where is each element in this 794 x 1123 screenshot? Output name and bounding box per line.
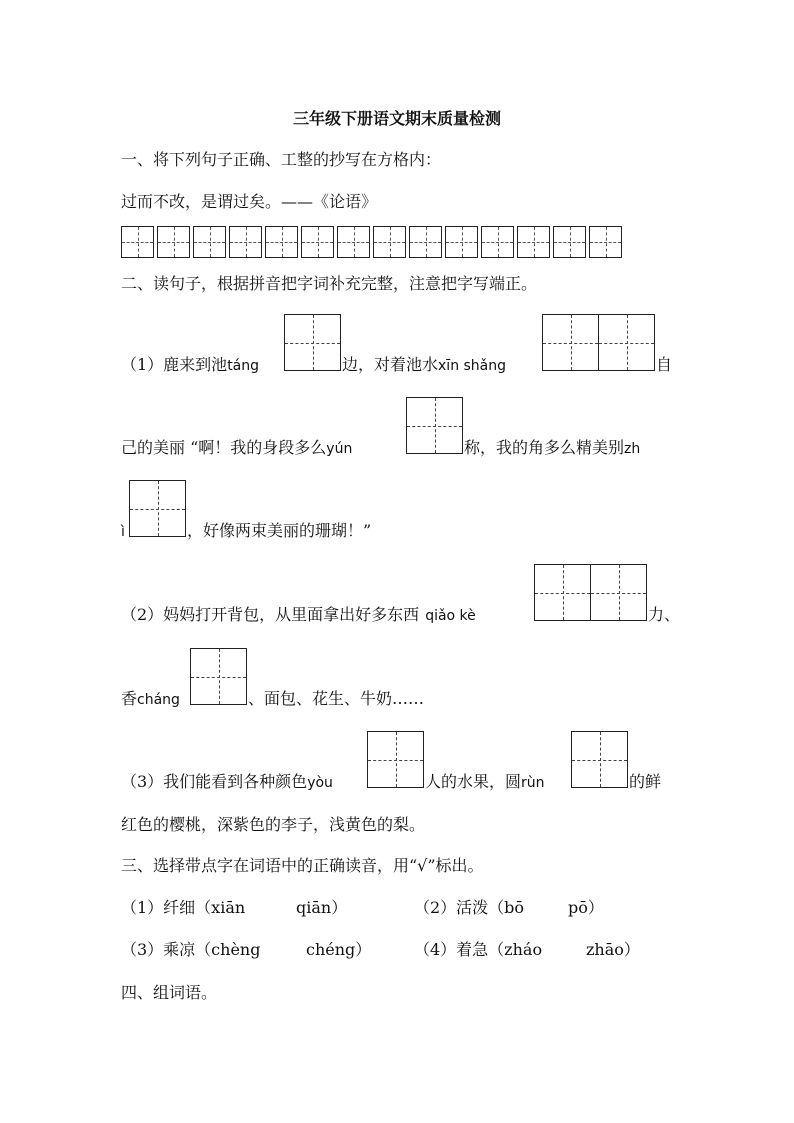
q3-item-2: （2）活泼（bō [414, 898, 525, 917]
copy-grid-cell[interactable] [553, 226, 586, 258]
copy-grid-cell[interactable] [229, 226, 262, 258]
q2-s2-line2 [121, 689, 180, 710]
q2-s3-line1b [425, 772, 545, 793]
q2-s2-line1 [121, 605, 476, 626]
copy-grid-cell[interactable] [589, 226, 622, 258]
pinyin-yun: yún [326, 441, 353, 457]
q1-heading: 一、将下列句子正确、工整的抄写在方格内： [121, 150, 442, 169]
pinyin-tang: táng [227, 358, 260, 374]
s2-text-b: 力、 [648, 605, 681, 624]
q3-item-1-alt[interactable]: qiān） [296, 898, 348, 917]
s3-text-c: 的鲜 [629, 772, 662, 791]
s1-text-e: 称，我的角多么精美别 [464, 438, 625, 457]
answer-box-ke[interactable] [590, 564, 647, 621]
copy-grid-cell[interactable] [301, 226, 334, 258]
q2-s1-line1 [121, 355, 259, 376]
answer-box-you[interactable] [367, 731, 424, 788]
s1-text-f: ，好像两束美丽的珊瑚！” [187, 521, 372, 540]
q3-item-4: （4）着急（zháo [414, 940, 543, 959]
q1-sentence: 过而不改，是谓过矣。——《论语》 [121, 192, 378, 211]
s2-text-a: （2）妈妈打开背包，从里面拿出好多东西 [121, 605, 420, 624]
s3-text-d: 红色的樱桃，深紫色的李子，浅黄色的梨。 [121, 815, 426, 834]
pinyin-chang: cháng [137, 692, 180, 708]
copy-grid-cell[interactable] [517, 226, 550, 258]
q3-item-4-alt[interactable]: zhāo） [586, 940, 640, 959]
copy-grid-cell[interactable] [373, 226, 406, 258]
copy-grid-cell[interactable] [265, 226, 298, 258]
q2-s1-line2b [464, 438, 640, 459]
copy-grid-cell[interactable] [121, 226, 154, 258]
s3-text-a: （3）我们能看到各种颜色 [121, 772, 308, 791]
q2-s1-line3 [121, 521, 125, 542]
q3-item-3-alt[interactable]: chéng） [306, 940, 372, 959]
answer-box-shang[interactable] [598, 314, 655, 371]
s2-text-d: 、面包、花生、牛奶…… [248, 689, 425, 708]
pinyin-i: ì [121, 524, 125, 540]
q2-heading: 二、读句子，根据拼音把字词补充完整，注意把字写端正。 [121, 274, 538, 293]
answer-box-run[interactable] [571, 731, 628, 788]
pinyin-run: rùn [521, 775, 545, 791]
copy-grid-cell[interactable] [409, 226, 442, 258]
q3-item-1: （1）纤细（xiān [121, 898, 246, 917]
answer-box-tang[interactable] [284, 314, 341, 371]
copy-grid-cell[interactable] [337, 226, 370, 258]
q3-item-2-alt[interactable]: pō） [568, 898, 604, 917]
answer-box-yun[interactable] [406, 397, 463, 454]
q2-s1-line2 [121, 438, 352, 459]
copy-grid-cell[interactable] [445, 226, 478, 258]
pinyin-xinshang: xīn shǎng [438, 358, 507, 374]
q3-item-3: （3）乘凉（chèng [121, 940, 261, 959]
q2-s1-line1b [342, 355, 506, 376]
s1-text-a: （1）鹿来到池 [121, 355, 228, 374]
copy-grid-cell[interactable] [193, 226, 226, 258]
copy-grid-cell[interactable] [157, 226, 190, 258]
s1-text-c: 自 [656, 355, 673, 374]
pinyin-you: yòu [307, 775, 333, 791]
s2-text-c: 香 [121, 689, 138, 708]
s1-text-b: 边，对着池水 [342, 355, 439, 374]
copy-grid-cell[interactable] [481, 226, 514, 258]
answer-box-zhi[interactable] [129, 480, 186, 537]
answer-box-qiao[interactable] [534, 564, 591, 621]
pinyin-zh: zh [624, 441, 641, 457]
answer-box-chang[interactable] [190, 648, 247, 705]
page-title: 三年级下册语文期末质量检测 [292, 109, 501, 128]
q3-heading: 三、选择带点字在词语中的正确读音，用“√”标出。 [121, 856, 484, 875]
answer-box-xin[interactable] [542, 314, 599, 371]
s1-text-d: 己的美丽 “啊！我的身段多么 [121, 438, 327, 457]
s3-text-b: 人的水果，圆 [425, 772, 522, 791]
pinyin-qiaoke: qiǎo kè [425, 608, 476, 624]
q2-s3-line1 [121, 772, 333, 793]
q4-heading: 四、组词语。 [121, 983, 218, 1002]
